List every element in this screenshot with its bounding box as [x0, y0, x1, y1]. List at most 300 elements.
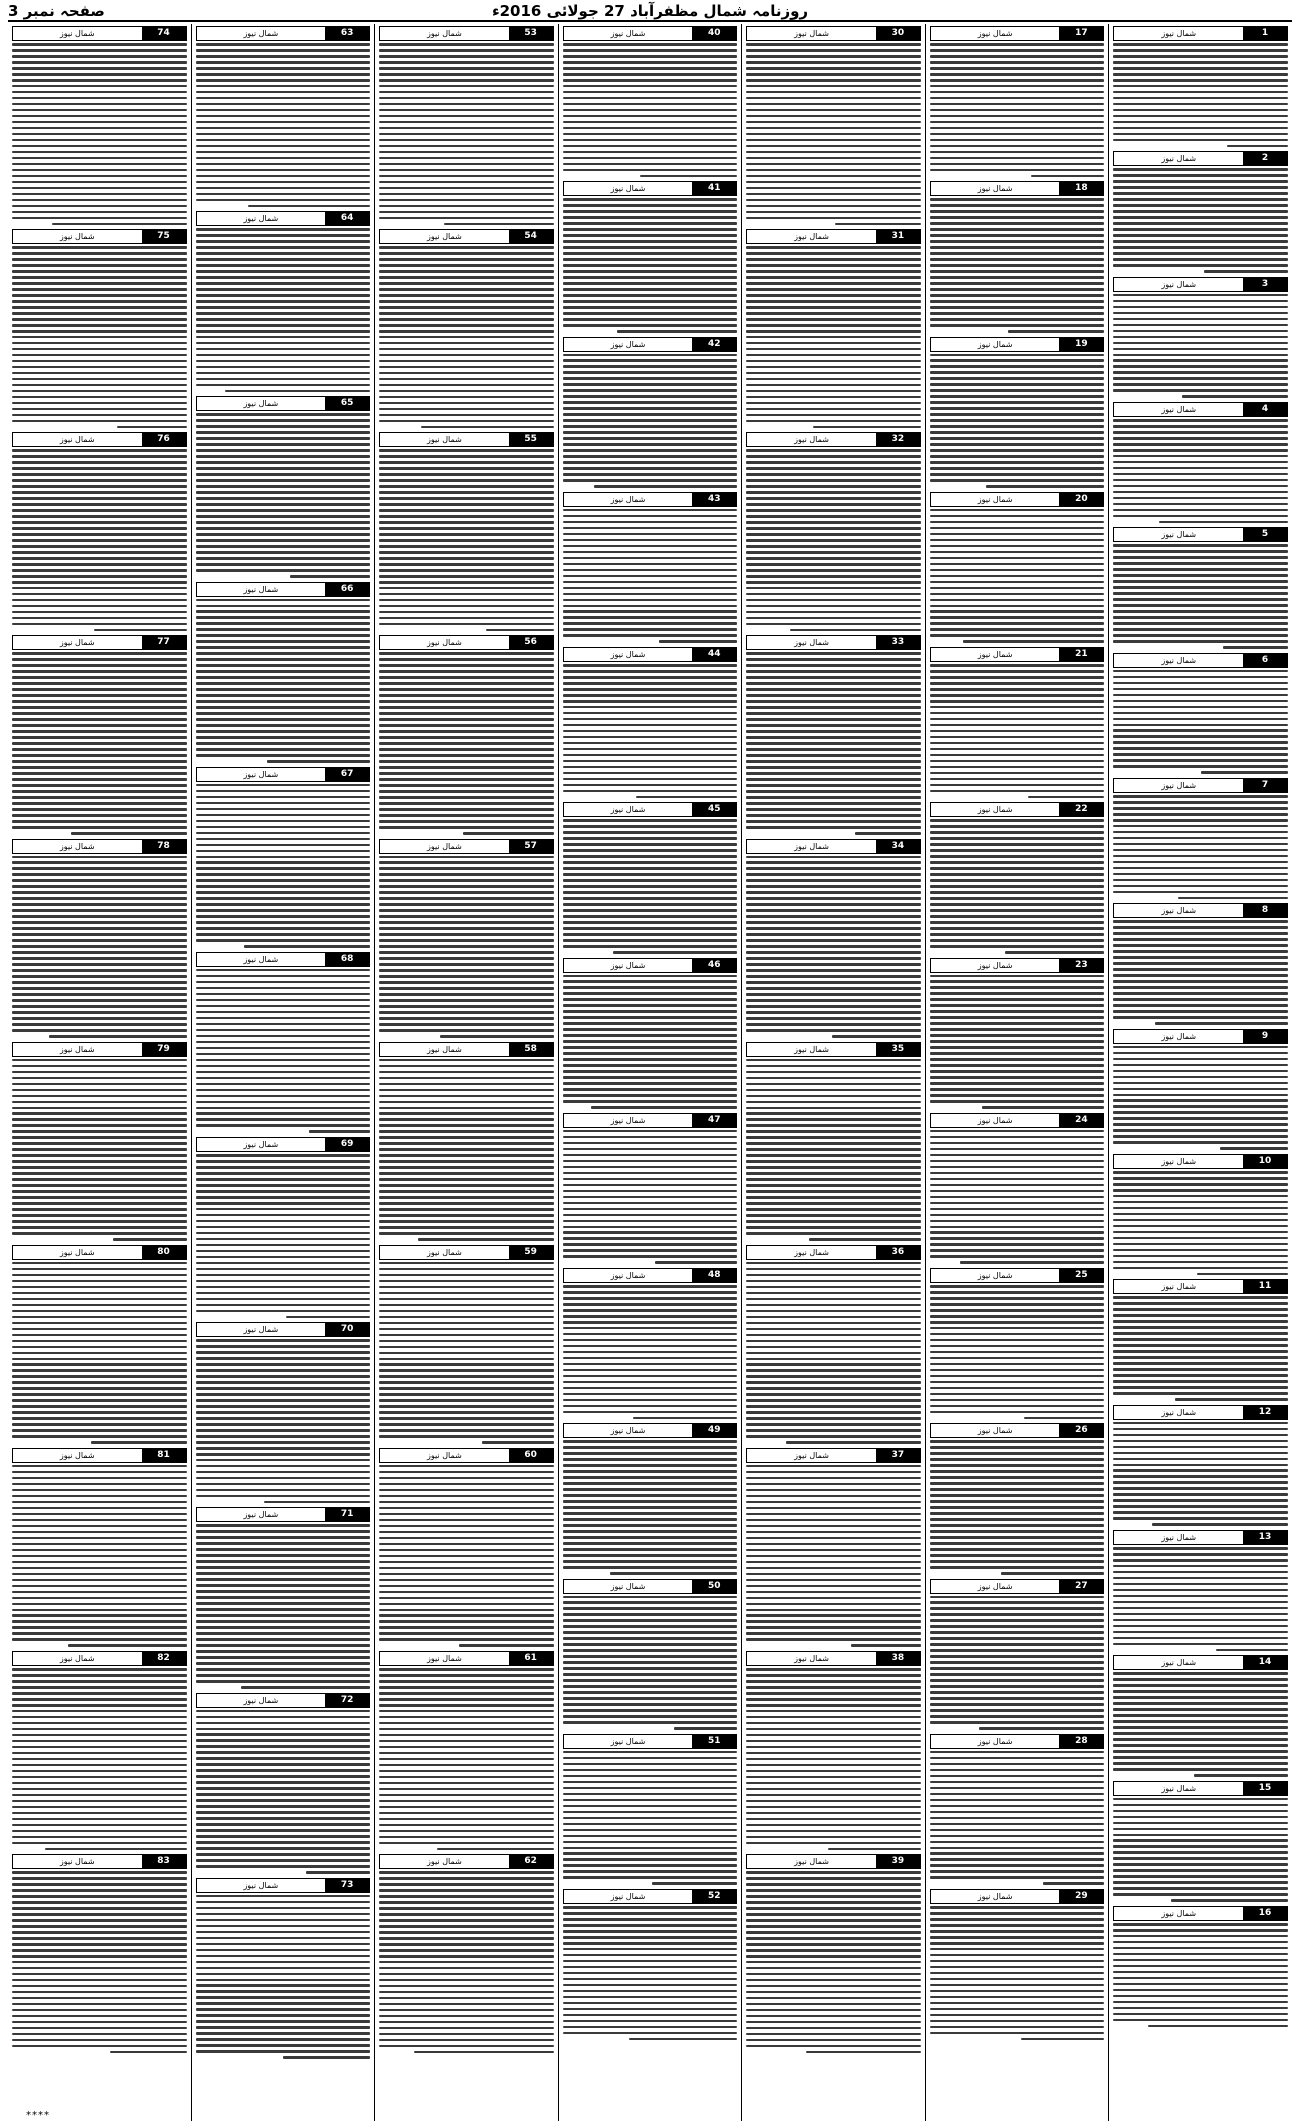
text-line	[379, 605, 554, 608]
text-line	[1178, 897, 1288, 900]
text-line	[746, 1083, 921, 1086]
text-line	[930, 909, 1105, 912]
text-line	[196, 1787, 371, 1790]
text-line	[1113, 1326, 1288, 1329]
text-line	[12, 390, 187, 393]
text-line	[930, 1142, 1105, 1145]
news-item-text	[379, 449, 554, 631]
text-line	[563, 377, 738, 380]
news-item-label: شمال نیوز	[977, 650, 1013, 659]
text-line	[563, 1076, 738, 1079]
text-line	[1113, 258, 1288, 261]
news-item-header	[196, 582, 371, 597]
text-line	[1113, 670, 1288, 673]
text-line	[563, 1751, 738, 1754]
text-line	[1113, 1798, 1288, 1801]
text-line	[746, 1764, 921, 1767]
text-line	[1113, 497, 1288, 500]
text-line	[459, 1644, 553, 1647]
news-item-number: 83	[142, 1855, 186, 1868]
news-item-number: 75	[142, 230, 186, 243]
news-item-label: شمال نیوز	[427, 29, 462, 38]
text-line	[196, 969, 371, 972]
text-line	[379, 1591, 554, 1594]
text-line	[1113, 1469, 1288, 1472]
text-line	[12, 133, 187, 136]
text-line	[1113, 1607, 1288, 1610]
text-line	[930, 706, 1105, 709]
text-line	[12, 1836, 187, 1839]
text-line	[563, 1829, 738, 1832]
text-line	[563, 461, 738, 464]
news-item	[1113, 1154, 1288, 1275]
text-line	[379, 1758, 554, 1761]
text-line	[113, 1238, 186, 1241]
text-line	[196, 527, 371, 530]
news-item	[12, 432, 187, 631]
text-line	[563, 533, 738, 536]
text-line	[1155, 1022, 1288, 1025]
text-line	[930, 354, 1105, 357]
text-line	[12, 1190, 187, 1193]
text-line	[12, 1292, 187, 1295]
news-item	[196, 1878, 371, 2059]
text-line	[930, 401, 1105, 404]
text-line	[930, 545, 1105, 548]
text-line	[12, 778, 187, 781]
news-item-text	[196, 969, 371, 1133]
text-line	[930, 903, 1105, 906]
news-item-label: شمال نیوز	[59, 435, 95, 445]
text-line	[379, 682, 554, 685]
text-line	[12, 688, 187, 691]
news-item	[12, 26, 187, 225]
text-line	[196, 1059, 371, 1062]
text-line	[379, 1710, 554, 1713]
text-line	[196, 1124, 371, 1127]
text-line	[248, 205, 370, 208]
text-line	[379, 1913, 554, 1916]
text-line	[746, 1346, 921, 1349]
text-line	[196, 175, 371, 178]
text-line	[746, 205, 921, 208]
text-line	[930, 581, 1105, 584]
news-item-header	[746, 26, 921, 41]
text-line	[1171, 1899, 1288, 1902]
text-line	[930, 1924, 1105, 1927]
text-line	[746, 342, 921, 345]
text-line	[746, 867, 921, 870]
text-line	[379, 1991, 554, 1994]
text-line	[746, 688, 921, 691]
text-line	[379, 670, 554, 673]
news-item-label: شمال نیوز	[59, 1247, 95, 1257]
text-line	[379, 1985, 554, 1988]
text-line	[196, 384, 371, 387]
text-line	[12, 1136, 187, 1139]
text-line	[563, 1554, 738, 1557]
text-line	[196, 455, 371, 458]
text-line	[563, 145, 738, 148]
text-line	[1113, 712, 1288, 715]
text-line	[746, 1399, 921, 1402]
text-line	[563, 1046, 738, 1049]
text-line	[1113, 1505, 1288, 1508]
text-line	[379, 408, 554, 411]
news-item-label: شمال نیوز	[427, 841, 462, 851]
text-line	[563, 294, 738, 297]
text-line	[1113, 1141, 1288, 1144]
text-line	[12, 587, 187, 590]
text-line	[746, 288, 921, 291]
text-line	[379, 1411, 554, 1414]
text-line	[196, 294, 371, 297]
news-item-label: شمال نیوز	[1161, 1156, 1197, 1166]
text-line	[12, 420, 187, 423]
text-line	[563, 61, 738, 64]
text-line	[655, 1261, 737, 1264]
news-item	[563, 1734, 738, 1885]
text-line	[746, 360, 921, 363]
text-line	[1113, 1493, 1288, 1496]
text-line	[746, 1889, 921, 1892]
text-line	[563, 515, 738, 518]
text-line	[930, 1058, 1105, 1061]
news-item-text	[930, 1906, 1105, 2040]
text-line	[196, 169, 371, 172]
text-line	[1113, 312, 1288, 315]
text-line	[12, 694, 187, 697]
text-line	[563, 1166, 738, 1169]
text-line	[1113, 1768, 1288, 1771]
text-line	[930, 1811, 1105, 1814]
text-line	[379, 276, 554, 279]
text-line	[12, 467, 187, 470]
news-item-number: 36	[876, 1246, 920, 1259]
text-line	[746, 569, 921, 572]
text-line	[746, 414, 921, 417]
news-column	[741, 24, 925, 2121]
text-line	[196, 832, 371, 835]
text-line	[746, 115, 921, 118]
text-line	[563, 1130, 738, 1133]
text-line	[196, 1065, 371, 1068]
text-line	[379, 1555, 554, 1558]
text-line	[1113, 891, 1288, 894]
text-line	[563, 587, 738, 590]
text-line	[196, 1584, 371, 1587]
text-line	[379, 264, 554, 267]
text-line	[196, 43, 371, 46]
news-item-label: شمال نیوز	[243, 214, 279, 224]
text-line	[746, 909, 921, 912]
text-line	[1113, 1845, 1288, 1848]
text-line	[786, 1441, 920, 1444]
text-line	[196, 1489, 371, 1492]
text-line	[746, 67, 921, 70]
text-line	[379, 1734, 554, 1737]
text-line	[930, 1034, 1105, 1037]
text-line	[563, 312, 738, 315]
text-line	[746, 396, 921, 399]
text-line	[746, 1537, 921, 1540]
text-line	[746, 957, 921, 960]
text-line	[379, 324, 554, 327]
text-line	[1113, 1702, 1288, 1705]
text-line	[563, 1560, 738, 1563]
text-line	[379, 2045, 554, 2048]
text-line	[12, 539, 187, 542]
text-line	[930, 1972, 1105, 1975]
news-item-text	[196, 1339, 371, 1503]
text-line	[379, 1668, 554, 1671]
text-line	[196, 1405, 371, 1408]
news-item-header	[196, 1693, 371, 1708]
text-line	[1113, 509, 1288, 512]
text-line	[1113, 580, 1288, 583]
text-line	[930, 730, 1105, 733]
text-line	[563, 425, 738, 428]
text-line	[746, 408, 921, 411]
text-line	[746, 623, 921, 626]
text-line	[746, 1471, 921, 1474]
text-line	[746, 1387, 921, 1390]
text-line	[563, 885, 738, 888]
text-line	[379, 318, 554, 321]
text-line	[379, 718, 554, 721]
news-item-number: 39	[876, 1855, 920, 1868]
text-line	[1113, 718, 1288, 721]
text-line	[746, 1178, 921, 1181]
text-line	[12, 199, 187, 202]
text-line	[379, 1949, 554, 1952]
text-line	[930, 1196, 1105, 1199]
text-line	[12, 211, 187, 214]
news-item-header	[12, 1042, 187, 1057]
text-line	[196, 1536, 371, 1539]
text-line	[225, 390, 370, 393]
text-line	[746, 1316, 921, 1319]
text-line	[930, 1775, 1105, 1778]
text-line	[746, 712, 921, 715]
text-line	[563, 975, 738, 978]
text-line	[12, 1184, 187, 1187]
text-line	[196, 999, 371, 1002]
text-line	[746, 103, 921, 106]
news-item	[196, 767, 371, 948]
text-line	[196, 1835, 371, 1838]
news-item	[746, 839, 921, 1038]
text-line	[563, 628, 738, 631]
text-line	[930, 1470, 1105, 1473]
news-item-label: شمال نیوز	[610, 650, 646, 659]
text-line	[379, 951, 554, 954]
text-line	[379, 1166, 554, 1169]
text-line	[930, 365, 1105, 368]
text-line	[1113, 55, 1288, 58]
news-item-header	[379, 229, 554, 244]
text-line	[591, 1106, 738, 1109]
text-line	[12, 999, 187, 1002]
text-line	[1113, 1058, 1288, 1061]
text-line	[930, 670, 1105, 673]
news-item	[746, 1448, 921, 1647]
text-line	[379, 1812, 554, 1815]
news-item	[563, 26, 738, 177]
text-line	[930, 1799, 1105, 1802]
text-line	[1113, 1135, 1288, 1138]
news-item-number: 34	[876, 840, 920, 853]
news-item-label: شمال نیوز	[794, 638, 829, 648]
text-line	[12, 772, 187, 775]
text-line	[746, 808, 921, 811]
text-line	[12, 276, 187, 279]
text-line	[379, 461, 554, 464]
text-line	[196, 1554, 371, 1557]
text-line	[379, 939, 554, 942]
text-line	[1113, 968, 1288, 971]
text-line	[563, 1500, 738, 1503]
text-line	[746, 79, 921, 82]
text-line	[563, 1309, 738, 1312]
text-line	[196, 1775, 371, 1778]
text-line	[746, 1381, 921, 1384]
text-line	[930, 1906, 1105, 1909]
text-line	[746, 1591, 921, 1594]
text-line	[1113, 1052, 1288, 1055]
text-line	[746, 945, 921, 948]
news-item-header	[746, 432, 921, 447]
text-line	[196, 933, 371, 936]
text-line	[12, 1931, 187, 1934]
text-line	[379, 336, 554, 339]
text-line	[563, 395, 738, 398]
text-line	[196, 712, 371, 715]
news-item-number: 2	[1243, 152, 1287, 165]
text-line	[379, 1632, 554, 1635]
text-line	[930, 843, 1105, 846]
text-line	[12, 1889, 187, 1892]
text-line	[12, 384, 187, 387]
text-line	[930, 383, 1105, 386]
news-item-text	[563, 354, 738, 488]
text-line	[12, 1824, 187, 1827]
text-line	[1113, 1947, 1288, 1950]
text-line	[12, 1328, 187, 1331]
text-line	[12, 115, 187, 118]
text-line	[563, 1040, 738, 1043]
text-line	[563, 1160, 738, 1163]
text-line	[379, 1148, 554, 1151]
text-line	[1113, 389, 1288, 392]
text-line	[12, 73, 187, 76]
text-line	[1113, 992, 1288, 995]
news-item-header	[1113, 1279, 1288, 1294]
text-line	[746, 885, 921, 888]
text-line	[1113, 849, 1288, 852]
text-line	[1113, 479, 1288, 482]
text-line	[930, 312, 1105, 315]
text-line	[930, 276, 1105, 279]
text-line	[1113, 1893, 1288, 1896]
text-line	[12, 1130, 187, 1133]
text-line	[196, 1393, 371, 1396]
text-line	[1113, 449, 1288, 452]
text-line	[746, 175, 921, 178]
text-line	[12, 1943, 187, 1946]
news-item-number: 43	[692, 493, 736, 506]
news-item-label: شمال نیوز	[59, 1044, 95, 1054]
text-line	[1113, 1941, 1288, 1944]
text-line	[746, 826, 921, 829]
text-line	[563, 670, 738, 673]
text-line	[563, 1536, 738, 1539]
text-line	[746, 617, 921, 620]
text-line	[930, 1870, 1105, 1873]
text-line	[746, 766, 921, 769]
text-line	[746, 1734, 921, 1737]
text-line	[746, 1686, 921, 1689]
text-line	[746, 169, 921, 172]
text-line	[930, 473, 1105, 476]
text-line	[1113, 706, 1288, 709]
news-item	[12, 229, 187, 428]
text-line	[563, 401, 738, 404]
text-line	[196, 1190, 371, 1193]
text-line	[930, 1190, 1105, 1193]
text-line	[806, 2051, 921, 2054]
text-line	[12, 1913, 187, 1916]
news-item-number: 76	[142, 433, 186, 446]
news-item	[746, 1651, 921, 1850]
text-line	[746, 1393, 921, 1396]
news-item-label: شمال نیوز	[977, 339, 1013, 349]
text-line	[196, 1053, 371, 1056]
text-line	[196, 1196, 371, 1199]
text-line	[196, 670, 371, 673]
news-item-number: 45	[692, 803, 736, 816]
text-line	[379, 814, 554, 817]
text-line	[930, 694, 1105, 697]
text-line	[379, 1889, 554, 1892]
news-item-number: 16	[1243, 1907, 1287, 1920]
text-line	[12, 1728, 187, 1731]
text-line	[379, 1525, 554, 1528]
text-line	[379, 861, 554, 864]
text-line	[930, 127, 1105, 130]
text-line	[563, 163, 738, 166]
news-item	[563, 1423, 738, 1574]
text-line	[379, 55, 554, 58]
news-item	[379, 1854, 554, 2053]
news-item-text	[379, 652, 554, 834]
text-line	[1113, 2013, 1288, 2016]
text-line	[563, 664, 738, 667]
text-line	[196, 652, 371, 655]
text-line	[1113, 455, 1288, 458]
news-item-header	[1113, 151, 1288, 166]
news-item-text	[196, 784, 371, 948]
text-line	[379, 211, 554, 214]
text-line	[613, 951, 737, 954]
text-line	[486, 629, 554, 632]
news-item-text	[563, 509, 738, 643]
text-line	[746, 1501, 921, 1504]
text-line	[12, 867, 187, 870]
news-item-text	[930, 198, 1105, 332]
text-line	[982, 1106, 1104, 1109]
text-line	[12, 951, 187, 954]
